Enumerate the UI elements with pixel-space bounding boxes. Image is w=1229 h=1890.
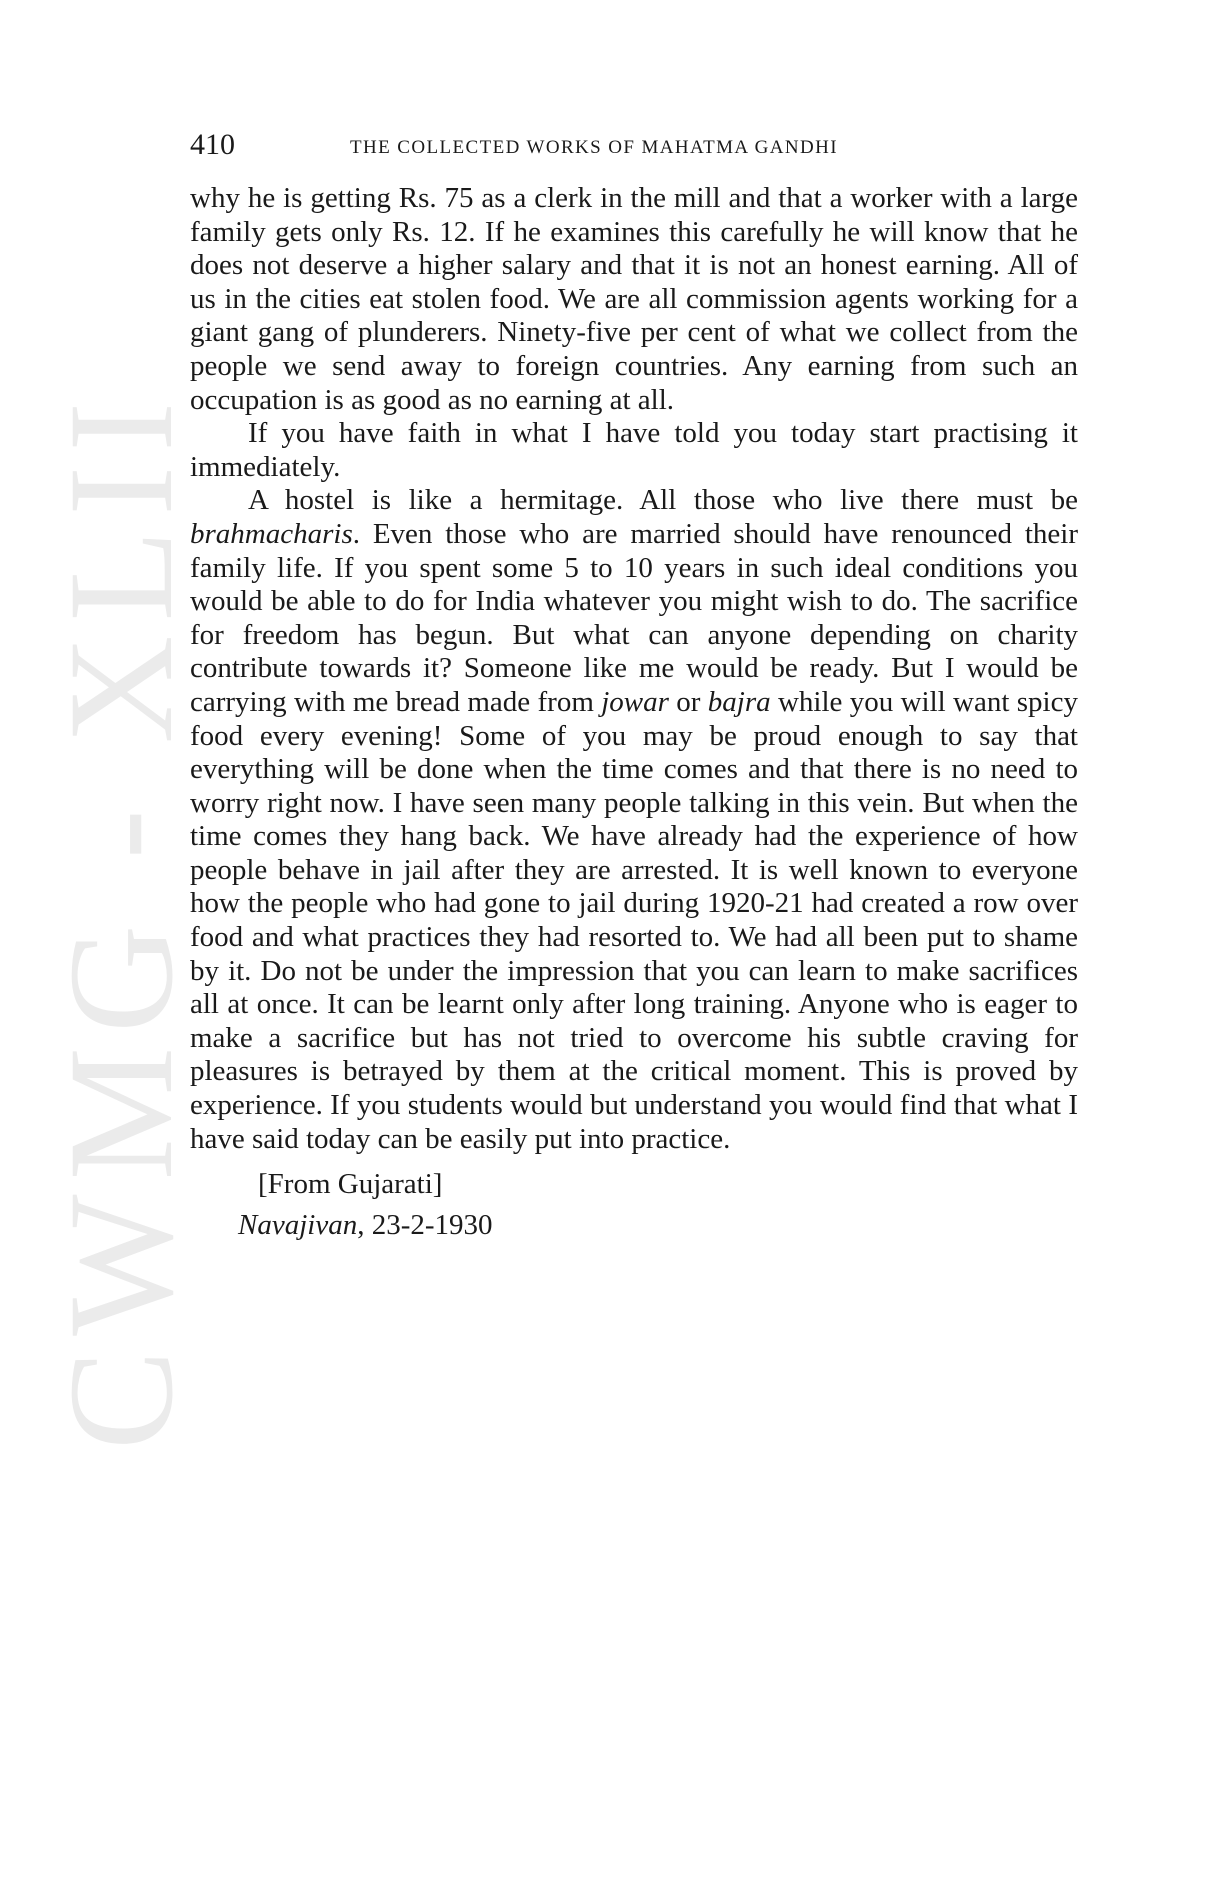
text-segment: while you will want spicy food every evening! Some of you may be proud enough to say that everything will be done when the time comes and that there is no need to worry right now. I have seen many people talking in this vein. But when the time comes they hang back. We have already had the experience of how people behave in jail after they are arrested. It is well known to everyone how the people who had gone to jail during 1920-21 had created a row over food and what practices they had resorted to. We had all been put to shame by it. Do not be under the impression that you can learn to make sacrifices all at once. It can be learnt only after long training. Anyone who is eager to make a sacrifice but has not tried to overcome his subtle craving for pleasures is betrayed by them at the critical moment. This is proved by experience. If you students would but understand you would find that what I have said today can be easily put into practice. xyxy=(190,685,1078,1155)
source-note: [From Gujarati] xyxy=(258,1168,443,1201)
paragraph xyxy=(190,484,1078,1156)
italic-term: brahmacharis xyxy=(190,517,353,550)
text-segment: . Even those who are married should have renounced their family life. If you spent some 5 to 10 years in such ideal conditions you would be able to do for India whatever you might wish to do. The sacrifice for freedom has begun. But what can anyone depending on charity contribute towards it? Someone like me would be ready. But I would be carrying with me bread made from xyxy=(190,517,1078,718)
text-segment: If you have faith in what I have told you today start practising it immediately. xyxy=(190,417,1078,483)
text-segment: or xyxy=(668,685,708,718)
body-text xyxy=(190,182,1078,1246)
publication-date: 23-2-1930 xyxy=(371,1209,493,1242)
italic-term: bajra xyxy=(707,685,771,718)
page-header xyxy=(190,128,1080,168)
watermark: CWMG - XLII xyxy=(38,387,204,1450)
citation-separator: , xyxy=(357,1209,372,1242)
page-number: 410 xyxy=(190,128,235,161)
paragraph xyxy=(190,182,1078,417)
citation xyxy=(190,1205,1078,1246)
running-head: THE COLLECTED WORKS OF MAHATMA GANDHI xyxy=(350,137,838,158)
paragraph xyxy=(190,417,1078,484)
italic-term: jowar xyxy=(601,685,669,718)
text-segment: why he is getting Rs. 75 as a clerk in the mill and that a worker with a large family gets only Rs. 12. If he examines this carefully he will know that he does not deserve a higher salary and that it is not an honest earning. All of us in the cities eat stolen food. We are all commission agents working for a giant gang of plunderers. Ninety-five per cent of what we collect from the people we send away to foreign countries. Any earning from such an occupation is as good as no earning at all. xyxy=(190,182,1078,416)
publication-name: Navajivan xyxy=(238,1209,358,1242)
text-segment: A hostel is like a hermitage. All those who live there must be xyxy=(248,484,1078,517)
